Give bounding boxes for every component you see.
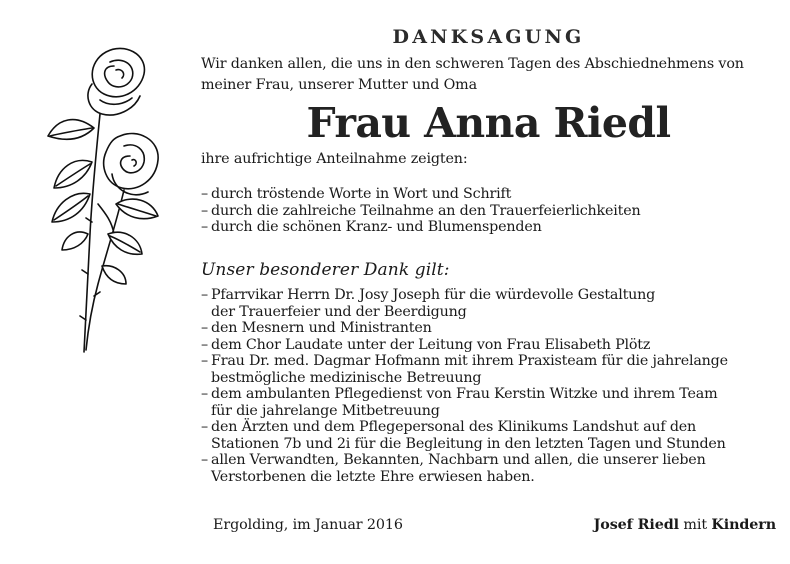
special-thanks-list — [201, 287, 776, 485]
intro-text — [201, 54, 776, 96]
dash: – — [201, 287, 208, 303]
dash: – — [201, 202, 208, 219]
list-item-line: dem ambulanten Pflegedienst von Frau Kerstin Witzke und ihrem Team — [211, 386, 718, 402]
list-item-line: bestmögliche medizinische Betreuung — [211, 369, 482, 386]
place-date: Ergolding, im Januar 2016 — [213, 517, 403, 533]
dash: – — [201, 336, 208, 353]
list-item-line: den Mesnern und Ministranten — [211, 320, 432, 336]
dash: – — [201, 419, 208, 435]
rose-illustration — [36, 44, 186, 356]
sympathy-line: ihre aufrichtige Anteilnahme zeigten: — [201, 151, 468, 167]
list-item-text: durch die schönen Kranz- und Blumenspenden — [211, 219, 542, 235]
list-item — [201, 320, 776, 337]
deceased-name: Frau Anna Riedl — [306, 99, 671, 147]
signer-connector: mit — [683, 517, 707, 533]
list-item-line: für die jahrelange Mitbetreuung — [211, 402, 440, 419]
signer-name: Josef Riedl — [593, 517, 679, 533]
list-item-text: durch die zahlreiche Teilnahme an den Trauerfeierlichkeiten — [211, 202, 641, 219]
ways-list — [201, 186, 776, 236]
list-item-line: der Trauerfeier und der Beerdigung — [211, 303, 467, 320]
dash: – — [201, 186, 208, 202]
list-item — [201, 203, 776, 220]
list-item-text: durch tröstende Worte in Wort und Schrift — [211, 186, 512, 202]
list-item-line: Stationen 7b und 2i für die Begleitung in den letzten Tagen und Stunden — [211, 435, 726, 452]
special-thanks-heading: Unser besonderer Dank gilt: — [201, 260, 450, 280]
list-item — [201, 419, 776, 452]
list-item — [201, 452, 776, 485]
list-item — [201, 186, 776, 203]
notice-heading: DANKSAGUNG — [392, 26, 585, 48]
list-item-line: Verstorbenen die letzte Ehre erwiesen haben. — [211, 468, 535, 485]
dash: – — [201, 219, 208, 235]
intro-line: Wir danken allen, die uns in den schweren Tagen des Abschiednehmens von — [201, 56, 744, 72]
list-item-line: Pfarrvikar Herrn Dr. Josy Joseph für die würdevolle Gestaltung — [211, 287, 656, 303]
list-item — [201, 219, 776, 236]
list-item — [201, 287, 776, 320]
list-item — [201, 337, 776, 354]
list-item — [201, 386, 776, 419]
dash: – — [201, 386, 208, 402]
dash: – — [201, 452, 208, 468]
dash: – — [201, 353, 208, 369]
intro-line: meiner Frau, unserer Mutter und Oma — [201, 77, 477, 93]
list-item-line: allen Verwandten, Bekannten, Nachbarn und allen, die unserer lieben — [211, 452, 706, 468]
list-item-line: dem Chor Laudate unter der Leitung von Frau Elisabeth Plötz — [211, 336, 651, 353]
list-item-line: Frau Dr. med. Dagmar Hofmann mit ihrem Praxisteam für die jahrelange — [211, 353, 728, 369]
signer-family: Kindern — [711, 517, 776, 533]
list-item-line: den Ärzten und dem Pflegepersonal des Klinikums Landshut auf den — [211, 419, 697, 435]
signature — [594, 515, 776, 535]
list-item — [201, 353, 776, 386]
dash: – — [201, 320, 208, 336]
